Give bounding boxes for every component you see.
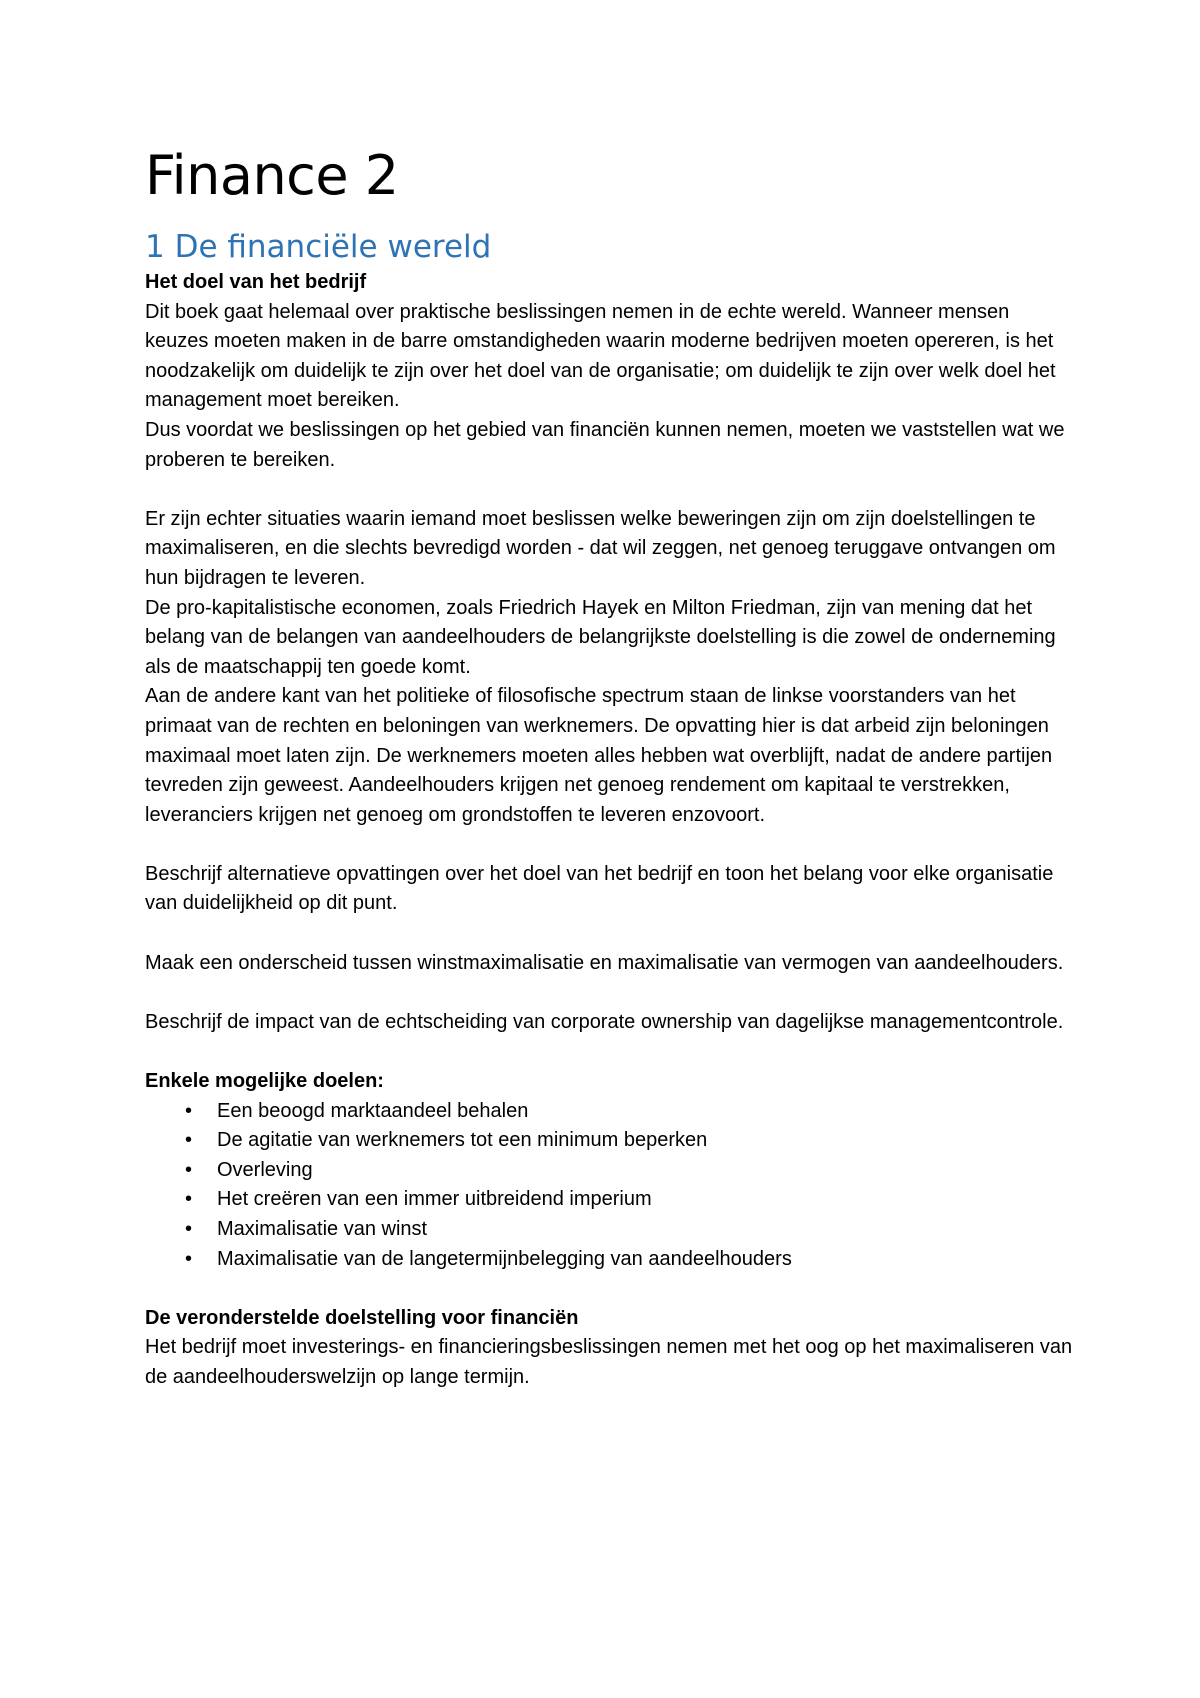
spacer [145, 1037, 1075, 1067]
spacer [145, 1274, 1075, 1304]
paragraph: Aan de andere kant van het politieke of filosofische spectrum staan de linkse voorstanders van het primaat van de rechten en beloningen van werknemers. De opvatting hier is dat arbeid zijn beloningen maximaal moet laten zijn. De werknemers moeten alles hebben wat overblijft, nadat de andere partijen tevreden zijn geweest. Aandeelhouders krijgen net genoeg rendement om kapitaal te verstrekken, leveranciers krijgen net genoeg om grondstoffen te leveren enzovoort. [145, 685, 1053, 826]
paragraph: Er zijn echter situaties waarin iemand moet beslissen welke beweringen zijn om zijn doelstellingen te maximaliseren, en die slechts bevredigd worden - dat wil zeggen, net genoeg teruggave ontvangen om hun bijdragen te leveren. [145, 507, 1056, 589]
bullet-icon: • [185, 1099, 193, 1122]
goals-heading: Enkele mogelijke doelen: [145, 1070, 384, 1093]
list-item [145, 1215, 1075, 1245]
list-item [145, 1126, 1075, 1156]
paragraph: Beschrijf de impact van de echtscheiding van corporate ownership van dagelijkse managementcontrole. [145, 1010, 1064, 1033]
bullet-icon: • [185, 1218, 193, 1240]
list-item-text: De agitatie van werknemers tot een minimum beperken [217, 1129, 708, 1152]
list-item [145, 1156, 1075, 1186]
list-item-text: Maximalisatie van de langetermijnbelegging van aandeelhouders [217, 1247, 792, 1270]
bullet-icon: • [185, 1129, 193, 1152]
chapter-heading: 1 De financiële wereld [145, 229, 492, 265]
document-title: Finance 2 [145, 144, 399, 207]
bullet-icon: • [185, 1247, 193, 1270]
paragraph: Dus voordat we beslissingen op het gebied van financiën kunnen nemen, moeten we vaststellen wat we proberen te bereiken. [145, 418, 1065, 471]
list-item [145, 1097, 1075, 1127]
section-heading-financien: De veronderstelde doelstelling voor financiën [145, 1306, 579, 1329]
paragraph: Maak een onderscheid tussen winstmaximalisatie en maximalisatie van vermogen van aandeelhouders. [145, 951, 1064, 974]
spacer [145, 978, 1075, 1008]
paragraph: Het bedrijf moet investerings- en financieringsbeslissingen nemen met het oog op het maximaliseren van de aandeelhouderswelzijn op lange termijn. [145, 1336, 1073, 1388]
bullet-icon: • [185, 1188, 193, 1211]
list-item-text: Een beoogd marktaandeel behalen [217, 1099, 529, 1122]
section-heading-doel: Het doel van het bedrijf [145, 271, 367, 293]
document-page [145, 138, 1075, 1393]
list-item [145, 1185, 1075, 1215]
list-item-text: Het creëren van een immer uitbreidend imperium [217, 1188, 652, 1211]
spacer [145, 475, 1075, 505]
goals-list [145, 1097, 1075, 1275]
paragraph: De pro-kapitalistische economen, zoals Friedrich Hayek en Milton Friedman, zijn van mening dat het belang van de belangen van aandeelhouders de belangrijkste doelstelling is die zowel de onderneming als de maatschappij ten goede komt. [145, 596, 1056, 678]
bullet-icon: • [185, 1158, 193, 1181]
list-item-text: Maximalisatie van winst [217, 1218, 428, 1240]
list-item [145, 1245, 1075, 1275]
list-item-text: Overleving [217, 1158, 313, 1181]
paragraph: Beschrijf alternatieve opvattingen over het doel van het bedrijf en toon het belang voor elke organisatie van duidelijkheid op dit punt. [145, 862, 1054, 915]
paragraph: Dit boek gaat helemaal over praktische beslissingen nemen in de echte wereld. Wanneer mensen keuzes moeten maken in de barre omstandigheden waarin moderne bedrijven moeten opereren, is het noodzakelijk om duidelijk te zijn over het doel van de organisatie; om duidelijk te zijn over welk doel het management moet bereiken. [145, 300, 1056, 412]
spacer [145, 830, 1075, 860]
spacer [145, 919, 1075, 949]
